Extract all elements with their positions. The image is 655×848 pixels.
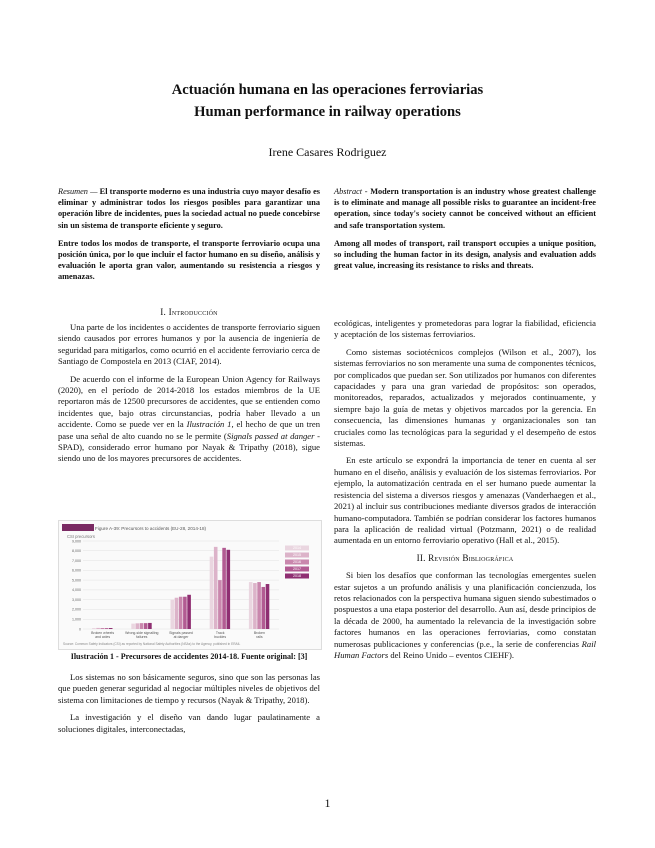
chart-legend-label: 2018 bbox=[293, 574, 301, 579]
chart-ylabel: CSI precursors bbox=[67, 534, 95, 539]
right-paragraph-1: Como sistemas sociotécnicos complejos (Wilson et al., 2007), los sistemas ferroviarios no son meramente una suma de componentes técnicos, por complicados que puedan ser. Son utilizados por humanos con diferentes capacidades y para una gran variedad de propósitos: son operados, monitoreados, reparados, actualizados y mejorados continuamente, y siempre bajo la guía de metas y objetivos marcados por la gerencia. En consecuencia, las dimensiones humanas y organizacionales son tan cruciales como las tecnológicas para la seguridad y el desempeño de estos sistemas. bbox=[334, 346, 596, 449]
chart-ytick-label: 6,000 bbox=[72, 568, 81, 573]
chart-bar-2016 bbox=[218, 580, 222, 629]
chart-title: Figure A-39: Precursors to accidents (EU-28, 2014-18) bbox=[95, 526, 207, 531]
chart-ytick-label: 3,000 bbox=[72, 597, 81, 602]
chart-ytick-label: 5,000 bbox=[72, 578, 81, 583]
chart-bar-2016 bbox=[101, 628, 105, 629]
chart-bar-2015 bbox=[136, 623, 140, 629]
chart-ytick-label: 8,000 bbox=[72, 549, 81, 554]
right-paragraph-2: En este artículo se expondrá la importancia de tener en cuenta al ser humano en el diseño, análisis y evaluación de los sistemas ferroviarios. Por ejemplo, la automatización centrada en el ser humano puede aumentar la resistencia del sistema a diversos riesgos y amenazas (Vanderhaegen et al., 2021) al incluir sus contribuciones mediante diversos grados de interacción humano-computadora. También se podrían considerar los factores humanos para la aplicación de realidad virtual (Potzmann, 2021) o de realidad aumentada en un entorno ferroviario operativo (Hall et al., 2015). bbox=[334, 455, 596, 546]
chart-bar-2018 bbox=[227, 550, 231, 629]
abstract-en-p1: Abstract - Modern transportation is an industry whose greatest challenge is to eliminate and manage all possible risks to guarantee an incident-free operation, since today's society cannot be conceived without an efficient and safe transportation system. bbox=[334, 187, 596, 230]
chart-ytick-label: 1,000 bbox=[72, 617, 81, 622]
chart-bar-2017 bbox=[183, 597, 187, 629]
right-paragraph-3: Si bien los desafíos que conforman las tecnologías emergentes suelen estar sujetos a un profundo análisis y una planificación concienzuda, los retos relacionados con la perspectiva humana siguen siendo subestimados o pospuestos a una etapa posterior del desarrollo. Aun así, desde principios de la década de 2000, ha aumentado la relevancia de la investigación sobre factores humanos en las operaciones ferroviarias, como constatan numerosas publicaciones y conferencias (p.e., la serie de conferencias Rail Human Factors del Reino Unido – eventos CIEHF). bbox=[334, 570, 596, 660]
abstract-en-label: Abstract - bbox=[334, 187, 368, 196]
chart-bar-2014 bbox=[249, 582, 253, 629]
right-paragraph-continued: ecológicas, inteligentes y prometedoras para lograr la fiabilidad, eficiencia y aceptación de los sistemas ferroviarios. bbox=[334, 318, 596, 340]
figure-reference[interactable]: Ilustración 1 bbox=[186, 419, 232, 430]
abstract-es-p2: Entre todos los modos de transporte, el transporte ferroviario ocupa una posición única, por lo que incluir el factor humano en su diseño, análisis y evaluación le aporta gran valor, aumentando su resistencia a riesgos y amenazas. bbox=[58, 238, 320, 282]
title-english: Human performance in railway operations bbox=[194, 104, 461, 120]
chart-bar-2015 bbox=[96, 628, 100, 629]
chart-bar-2015 bbox=[175, 598, 179, 629]
abstract-es-label: Resumen — bbox=[58, 187, 98, 196]
chart-bar-2014 bbox=[92, 628, 96, 629]
chart-bar-2017 bbox=[105, 628, 109, 629]
abstract-spanish bbox=[58, 186, 320, 283]
chart-xtick-label: buckles bbox=[214, 635, 227, 639]
chart-bar-2015 bbox=[253, 583, 257, 629]
intro-paragraph-1: Una parte de los incidentes o accidentes de transporte ferroviario siguen siendo causados por errores humanos y por la ausencia de ingeniería de seguridad para mitigarlos, como ocurrió en el accidente ferroviario cerca de Santiago de Compostela en 2013 (CIAF, 2014). bbox=[58, 322, 320, 367]
chart-ytick-label: 4,000 bbox=[72, 588, 81, 593]
precursors-bar-chart bbox=[59, 521, 321, 649]
chart-xtick-label: Broken wheels bbox=[91, 631, 115, 635]
abstract-es-p1: Resumen — El transporte moderno es una industria cuyo mayor desafío es eliminar y administrar todos los riesgos posibles para garantizar una operación libre de incidentes, pues la sociedad actual no puede concebirse sin un sistema de transporte eficiente y seguro. bbox=[58, 187, 320, 230]
chart-xtick-label: rails bbox=[256, 635, 263, 639]
chart-bar-2017 bbox=[222, 548, 226, 629]
chart-bar-2018 bbox=[148, 623, 152, 629]
section-1-heading: I. Introducción bbox=[160, 307, 218, 317]
left-column-bottom bbox=[58, 672, 320, 741]
section-2-heading: II. Revisión Bibliográfica bbox=[416, 552, 514, 563]
figure-caption: Ilustración 1 - Precursores de accidentes 2014-18. Fuente original: [3] bbox=[70, 652, 308, 661]
chart-xtick-label: Track bbox=[215, 631, 225, 635]
chart-xtick-label: and axles bbox=[95, 635, 111, 639]
chart-bar-2017 bbox=[262, 587, 266, 629]
chart-legend-label: 2016 bbox=[293, 560, 301, 565]
chart-legend-label: 2015 bbox=[293, 553, 301, 558]
chart-bar-2014 bbox=[171, 600, 175, 629]
left-column-top bbox=[58, 322, 320, 471]
abstract-en-p2: Among all modes of transport, rail transport occupies a unique position, so including the human factor in its design, analysis and evaluation adds great value, increasing its resistance to risks and threats. bbox=[334, 238, 596, 271]
chart-ytick-label: 7,000 bbox=[72, 558, 81, 563]
chart-legend-label: 2017 bbox=[293, 567, 301, 572]
title-spanish: Actuación humana en las operaciones ferroviarias bbox=[171, 82, 484, 98]
chart-ytick-label: 2,000 bbox=[72, 607, 81, 612]
chart-bar-2016 bbox=[257, 582, 261, 629]
page-number: 1 bbox=[324, 796, 331, 810]
chart-legend-label: 2014 bbox=[293, 546, 301, 551]
chart-bar-2018 bbox=[266, 584, 270, 629]
chart-bar-2018 bbox=[187, 595, 191, 629]
chart-bar-2016 bbox=[140, 623, 144, 629]
chart-xtick-label: failures bbox=[136, 635, 148, 639]
chart-bar-2014 bbox=[210, 557, 214, 629]
chart-ytick-label: 9,000 bbox=[72, 539, 81, 544]
chart-bar-2016 bbox=[179, 597, 183, 629]
figure-precursors bbox=[58, 520, 322, 650]
chart-xtick-label: at danger bbox=[173, 635, 189, 639]
chart-header-tag bbox=[62, 524, 94, 531]
right-column bbox=[334, 318, 596, 667]
chart-xtick-label: Broken bbox=[253, 631, 265, 635]
chart-ytick-label: 0 bbox=[79, 627, 81, 632]
chart-bar-2018 bbox=[109, 628, 113, 629]
chart-xtick-label: Signals passed bbox=[169, 631, 193, 635]
chart-bar-2015 bbox=[214, 547, 218, 629]
intro-paragraph-4: La investigación y el diseño van dando lugar paulatinamente a soluciones digitales, interconectadas, bbox=[58, 712, 320, 734]
chart-source: Source: Common Safety Indicators (CSI) as reported by National Safety Authorities (NSAs) to the Agency, published in ERAIL bbox=[63, 642, 241, 646]
author: Irene Casares Rodriguez bbox=[268, 145, 387, 159]
intro-paragraph-2: De acuerdo con el informe de la European Union Agency for Railways (2020), en el período de 2014-2018 los estados miembros de la UE reportaron más de 12500 precursores de accidentes, que se entienden como incidentes que, bajo otras circunstancias, podría haber llevado a un accidente. Como se puede ver en la Ilustración 1, el hecho de que un tren pase una señal de alto cuando no se le permite (Signals passed at danger - SPAD), considerado error humano por Nayak & Tripathy (2018), sigue siendo uno de los mayores precursores de accidentes. bbox=[58, 373, 320, 464]
chart-xtick-label: Wrong-side signalling bbox=[125, 631, 159, 635]
intro-paragraph-3: Los sistemas no son básicamente seguros, sino que son las personas las que pueden generar seguridad al negociar múltiples niveles de objetivos del sistema con limitaciones de tiempo y recursos (Nayak & Tripathy, 2018). bbox=[58, 672, 320, 705]
chart-bar-2017 bbox=[144, 623, 148, 629]
chart-bar-2014 bbox=[131, 624, 135, 629]
abstract-english bbox=[334, 186, 596, 271]
